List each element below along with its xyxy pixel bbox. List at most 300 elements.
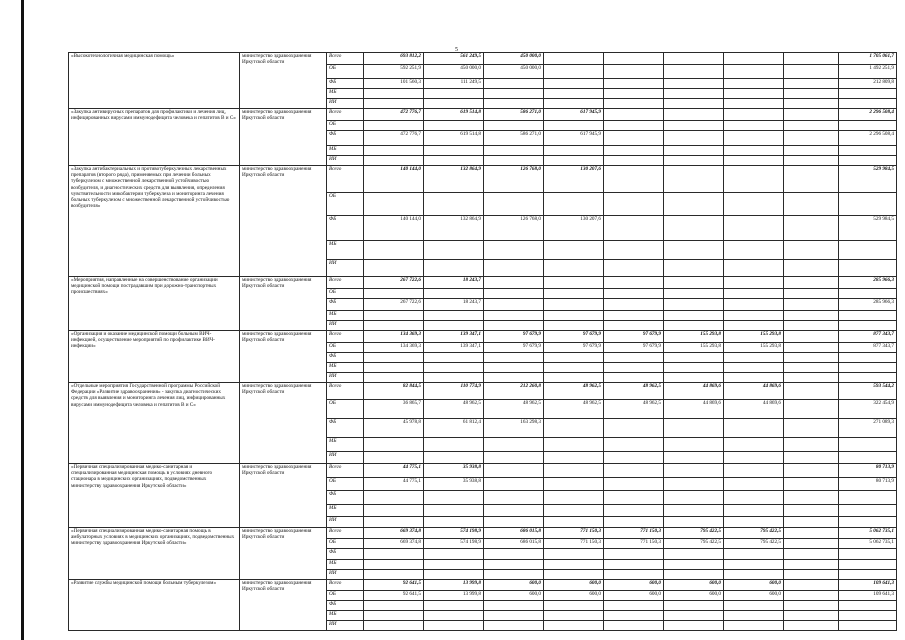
amount-cell	[664, 373, 724, 383]
total-cell	[839, 452, 897, 464]
amount-cell	[724, 109, 784, 121]
amount-cell: 132 864,9	[424, 216, 484, 241]
amount-cell	[784, 241, 839, 260]
amount-cell	[424, 560, 484, 570]
funding-source-cell: ОБ	[327, 343, 364, 353]
amount-cell	[484, 438, 544, 452]
funding-source-cell: Всего	[327, 464, 364, 478]
funding-source-cell: ОБ	[327, 591, 364, 601]
funding-source-cell: Всего	[327, 383, 364, 400]
amount-cell: 126 768,0	[484, 216, 544, 241]
amount-cell	[784, 580, 839, 591]
amount-cell	[424, 289, 484, 299]
funding-source-cell: МБ	[327, 505, 364, 517]
funding-source-cell: МБ	[327, 241, 364, 260]
amount-cell	[544, 621, 604, 631]
table-row	[69, 580, 897, 591]
amount-cell	[484, 353, 544, 363]
amount-cell	[484, 277, 544, 289]
amount-cell	[424, 99, 484, 109]
amount-cell	[664, 156, 724, 166]
funding-source-cell: МБ	[327, 438, 364, 452]
amount-cell	[364, 601, 424, 611]
amount-cell	[484, 193, 544, 216]
amount-cell	[544, 491, 604, 505]
funding-source-cell: Всего	[327, 331, 364, 343]
total-cell	[839, 491, 897, 505]
amount-cell	[784, 383, 839, 400]
amount-cell	[604, 156, 664, 166]
total-cell: 2 296 508,4	[839, 109, 897, 121]
amount-cell: 48 962,5	[424, 400, 484, 419]
amount-cell	[664, 109, 724, 121]
amount-cell	[604, 260, 664, 277]
amount-cell	[424, 438, 484, 452]
amount-cell	[784, 539, 839, 549]
amount-cell	[364, 621, 424, 631]
amount-cell: 592 251,9	[364, 65, 424, 79]
amount-cell	[784, 560, 839, 570]
total-cell: 2 296 508,4	[839, 131, 897, 146]
amount-cell	[484, 146, 544, 156]
amount-cell	[664, 166, 724, 193]
amount-cell	[784, 131, 839, 146]
total-cell	[839, 601, 897, 611]
funding-source-cell: ФБ	[327, 353, 364, 363]
amount-cell	[664, 478, 724, 491]
total-cell	[839, 156, 897, 166]
amount-cell: 600,0	[664, 580, 724, 591]
amount-cell	[784, 311, 839, 321]
amount-cell: 472 776,7	[364, 131, 424, 146]
amount-cell	[784, 400, 839, 419]
amount-cell	[484, 570, 544, 580]
amount-cell	[424, 321, 484, 331]
amount-cell	[544, 452, 604, 464]
amount-cell	[424, 241, 484, 260]
amount-cell: 13 999,8	[424, 580, 484, 591]
amount-cell	[664, 505, 724, 517]
amount-cell	[664, 570, 724, 580]
amount-cell: 561 249,5	[424, 53, 484, 65]
amount-cell	[544, 311, 604, 321]
table-row	[69, 166, 897, 193]
amount-cell	[784, 299, 839, 311]
amount-cell	[664, 99, 724, 109]
amount-cell	[544, 121, 604, 131]
amount-cell: 450 000,0	[484, 65, 544, 79]
amount-cell	[544, 560, 604, 570]
amount-cell	[484, 373, 544, 383]
total-cell	[839, 193, 897, 216]
program-name-cell: «Закупка антибактериальных и противотуберкулезных лекарственных препаратов (второго ряда), применяемых при лечении больных туберкулезом с множественной лекарственной устойчивостью возбудителя, и диагностических средств для выявления, определения чувствительности микобактерии туберкулеза и мониторинга лечения больных туберкулезом с множественной лекарственной устойчивостью возбудителя»	[69, 166, 240, 277]
funding-source-cell: ОБ	[327, 289, 364, 299]
amount-cell	[544, 299, 604, 311]
amount-cell	[784, 53, 839, 65]
total-cell	[839, 89, 897, 99]
funding-source-cell: Всего	[327, 53, 364, 65]
amount-cell	[664, 311, 724, 321]
amount-cell	[604, 373, 664, 383]
amount-cell	[604, 99, 664, 109]
amount-cell	[664, 299, 724, 311]
funding-source-cell: ОБ	[327, 193, 364, 216]
amount-cell	[604, 166, 664, 193]
amount-cell: 110 774,9	[424, 383, 484, 400]
total-cell	[839, 438, 897, 452]
amount-cell	[784, 452, 839, 464]
total-cell	[839, 146, 897, 156]
funding-source-cell: Всего	[327, 528, 364, 539]
amount-cell	[724, 464, 784, 478]
page-mark: 5	[455, 47, 458, 53]
amount-cell	[484, 452, 544, 464]
amount-cell	[544, 53, 604, 65]
amount-cell	[664, 321, 724, 331]
amount-cell	[784, 193, 839, 216]
amount-cell	[724, 419, 784, 438]
amount-cell	[484, 121, 544, 131]
amount-cell: 771 150,3	[544, 528, 604, 539]
amount-cell	[784, 260, 839, 277]
amount-cell	[544, 363, 604, 373]
amount-cell: 574 198,9	[424, 528, 484, 539]
amount-cell: 111 249,5	[424, 79, 484, 89]
amount-cell: 155 293,8	[664, 343, 724, 353]
total-cell	[839, 289, 897, 299]
budget-table	[68, 52, 897, 631]
amount-cell	[724, 65, 784, 79]
amount-cell	[724, 131, 784, 146]
amount-cell	[664, 131, 724, 146]
amount-cell: 44 869,6	[664, 383, 724, 400]
amount-cell: 212 260,8	[484, 383, 544, 400]
amount-cell	[484, 260, 544, 277]
amount-cell	[544, 570, 604, 580]
amount-cell	[484, 601, 544, 611]
funding-source-cell: МБ	[327, 560, 364, 570]
amount-cell: 450 000,0	[424, 65, 484, 79]
amount-cell: 586 271,0	[484, 131, 544, 146]
amount-cell: 619 514,8	[424, 109, 484, 121]
total-cell: 1 492 251,9	[839, 65, 897, 79]
funding-source-cell: Всего	[327, 580, 364, 591]
amount-cell: 35 938,8	[424, 464, 484, 478]
amount-cell	[724, 478, 784, 491]
amount-cell	[484, 621, 544, 631]
amount-cell: 795 422,5	[664, 539, 724, 549]
amount-cell	[364, 611, 424, 621]
amount-cell	[364, 491, 424, 505]
program-name-cell: «Развитие службы медицинской помощи больным туберкулезом»	[69, 580, 240, 631]
funding-source-cell: ИИ	[327, 260, 364, 277]
funding-source-cell: ОБ	[327, 478, 364, 491]
amount-cell: 36 865,7	[364, 400, 424, 419]
funding-source-cell: Всего	[327, 166, 364, 193]
amount-cell	[424, 601, 484, 611]
amount-cell: 795 422,5	[724, 528, 784, 539]
funding-source-cell: ОБ	[327, 121, 364, 131]
amount-cell	[604, 517, 664, 528]
amount-cell	[544, 99, 604, 109]
amount-cell	[604, 464, 664, 478]
total-cell	[839, 560, 897, 570]
amount-cell	[364, 560, 424, 570]
funding-source-cell: ОБ	[327, 400, 364, 419]
total-cell: 109 641,3	[839, 580, 897, 591]
amount-cell: 771 150,3	[604, 539, 664, 549]
amount-cell: 44 869,6	[724, 383, 784, 400]
amount-cell: 132 864,9	[424, 166, 484, 193]
ministry-cell: министерство здравоохранения Иркутской области	[240, 383, 327, 464]
amount-cell	[664, 193, 724, 216]
amount-cell	[784, 549, 839, 560]
amount-cell	[364, 373, 424, 383]
amount-cell	[664, 260, 724, 277]
amount-cell	[724, 611, 784, 621]
amount-cell	[604, 505, 664, 517]
amount-cell	[784, 277, 839, 289]
amount-cell: 48 962,5	[604, 400, 664, 419]
funding-source-cell: ОБ	[327, 539, 364, 549]
amount-cell	[364, 549, 424, 560]
amount-cell	[604, 79, 664, 89]
amount-cell	[604, 560, 664, 570]
table-row	[69, 53, 897, 65]
amount-cell	[484, 517, 544, 528]
amount-cell	[784, 89, 839, 99]
funding-source-cell: ИИ	[327, 156, 364, 166]
amount-cell	[724, 277, 784, 289]
funding-source-cell: МБ	[327, 611, 364, 621]
amount-cell: 101 560,3	[364, 79, 424, 89]
amount-cell: 97 679,9	[544, 331, 604, 343]
funding-source-cell: ИИ	[327, 321, 364, 331]
total-cell	[839, 373, 897, 383]
amount-cell	[424, 156, 484, 166]
amount-cell: 600,0	[484, 591, 544, 601]
amount-cell: 48 962,5	[604, 383, 664, 400]
amount-cell	[724, 241, 784, 260]
amount-cell: 126 768,0	[484, 166, 544, 193]
amount-cell	[544, 289, 604, 299]
amount-cell: 61 812,4	[424, 419, 484, 438]
total-cell	[839, 570, 897, 580]
amount-cell	[724, 549, 784, 560]
amount-cell	[784, 321, 839, 331]
amount-cell	[784, 505, 839, 517]
amount-cell	[544, 156, 604, 166]
amount-cell: 140 144,0	[364, 216, 424, 241]
total-cell: 285 966,3	[839, 277, 897, 289]
amount-cell	[484, 505, 544, 517]
amount-cell	[664, 621, 724, 631]
table-row	[69, 383, 897, 400]
amount-cell	[724, 517, 784, 528]
total-cell: 593 544,2	[839, 383, 897, 400]
amount-cell: 600,0	[484, 580, 544, 591]
amount-cell	[604, 216, 664, 241]
amount-cell: 155 293,8	[664, 331, 724, 343]
funding-source-cell: ФБ	[327, 601, 364, 611]
amount-cell	[664, 517, 724, 528]
total-cell: 877 343,7	[839, 343, 897, 353]
amount-cell	[364, 438, 424, 452]
amount-cell	[604, 146, 664, 156]
amount-cell	[604, 289, 664, 299]
amount-cell: 795 422,5	[724, 539, 784, 549]
amount-cell	[484, 289, 544, 299]
amount-cell: 600,0	[724, 580, 784, 591]
amount-cell	[724, 438, 784, 452]
amount-cell	[544, 611, 604, 621]
amount-cell	[484, 363, 544, 373]
amount-cell	[664, 363, 724, 373]
budget-table-body	[69, 53, 897, 631]
amount-cell	[424, 549, 484, 560]
program-name-cell: «Закупка антивирусных препаратов для профилактики и лечения лиц, инфицированных вирусами иммунодефицита человека и гепатитов В и С»	[69, 109, 240, 166]
amount-cell	[604, 363, 664, 373]
amount-cell: 134 369,3	[364, 343, 424, 353]
amount-cell	[784, 373, 839, 383]
amount-cell	[784, 146, 839, 156]
amount-cell	[724, 560, 784, 570]
funding-source-cell: Всего	[327, 277, 364, 289]
amount-cell	[784, 464, 839, 478]
amount-cell	[724, 601, 784, 611]
amount-cell	[604, 321, 664, 331]
total-cell	[839, 321, 897, 331]
amount-cell	[484, 478, 544, 491]
ministry-cell: министерство здравоохранения Иркутской области	[240, 331, 327, 383]
total-cell: 877 343,7	[839, 331, 897, 343]
amount-cell	[664, 452, 724, 464]
amount-cell	[604, 491, 664, 505]
amount-cell	[784, 611, 839, 621]
total-cell	[839, 121, 897, 131]
amount-cell	[424, 363, 484, 373]
amount-cell: 44 775,1	[364, 478, 424, 491]
amount-cell	[484, 89, 544, 99]
amount-cell	[484, 464, 544, 478]
amount-cell	[424, 260, 484, 277]
funding-source-cell: ИИ	[327, 621, 364, 631]
program-name-cell: «Первичная специализированная медико-санитарная помощь в амбулаторных условиях в медицинских организациях, подведомственных министерству здравоохранения Иркутской области»	[69, 528, 240, 580]
amount-cell	[784, 478, 839, 491]
amount-cell	[784, 109, 839, 121]
amount-cell	[484, 79, 544, 89]
amount-cell	[544, 79, 604, 89]
amount-cell	[604, 311, 664, 321]
amount-cell	[544, 353, 604, 363]
amount-cell	[544, 277, 604, 289]
program-name-cell: «Высокотехнологичная медицинская помощь»	[69, 53, 240, 109]
amount-cell	[784, 517, 839, 528]
amount-cell	[664, 438, 724, 452]
amount-cell	[604, 478, 664, 491]
total-cell	[839, 311, 897, 321]
total-cell	[839, 611, 897, 621]
amount-cell: 693 812,2	[364, 53, 424, 65]
amount-cell	[364, 452, 424, 464]
amount-cell	[784, 353, 839, 363]
amount-cell	[484, 156, 544, 166]
amount-cell	[424, 121, 484, 131]
amount-cell	[604, 121, 664, 131]
total-cell: 1 705 061,7	[839, 53, 897, 65]
amount-cell	[604, 277, 664, 289]
ministry-cell: министерство здравоохранения Иркутской области	[240, 166, 327, 277]
amount-cell	[364, 89, 424, 99]
amount-cell: 669 374,8	[364, 528, 424, 539]
amount-cell	[784, 419, 839, 438]
amount-cell	[604, 53, 664, 65]
amount-cell	[724, 491, 784, 505]
ministry-cell: министерство здравоохранения Иркутской области	[240, 109, 327, 166]
total-cell: 109 641,3	[839, 591, 897, 601]
amount-cell	[604, 438, 664, 452]
funding-source-cell: МБ	[327, 89, 364, 99]
amount-cell	[544, 146, 604, 156]
amount-cell	[664, 146, 724, 156]
amount-cell	[664, 65, 724, 79]
ministry-cell: министерство здравоохранения Иркутской области	[240, 464, 327, 528]
amount-cell	[364, 505, 424, 517]
amount-cell: 130 207,6	[544, 216, 604, 241]
amount-cell	[724, 156, 784, 166]
amount-cell	[544, 517, 604, 528]
amount-cell	[544, 505, 604, 517]
amount-cell	[784, 331, 839, 343]
funding-source-cell: ФБ	[327, 216, 364, 241]
amount-cell	[664, 53, 724, 65]
amount-cell	[364, 193, 424, 216]
total-cell	[839, 517, 897, 528]
total-cell: 322 454,9	[839, 400, 897, 419]
amount-cell	[664, 353, 724, 363]
amount-cell	[544, 549, 604, 560]
amount-cell	[604, 601, 664, 611]
amount-cell	[364, 363, 424, 373]
amount-cell: 92 641,5	[364, 591, 424, 601]
amount-cell: 472 776,7	[364, 109, 424, 121]
amount-cell: 586 271,0	[484, 109, 544, 121]
amount-cell: 97 679,9	[484, 343, 544, 353]
amount-cell	[364, 321, 424, 331]
total-cell: 212 809,8	[839, 79, 897, 89]
amount-cell	[784, 156, 839, 166]
amount-cell	[484, 549, 544, 560]
amount-cell	[724, 166, 784, 193]
amount-cell	[604, 611, 664, 621]
amount-cell	[724, 121, 784, 131]
amount-cell: 45 978,8	[364, 419, 424, 438]
amount-cell	[724, 373, 784, 383]
amount-cell: 48 962,5	[484, 400, 544, 419]
amount-cell	[664, 464, 724, 478]
funding-source-cell: ОБ	[327, 65, 364, 79]
amount-cell	[544, 438, 604, 452]
amount-cell	[724, 299, 784, 311]
table-row	[69, 109, 897, 121]
amount-cell	[424, 373, 484, 383]
amount-cell	[364, 517, 424, 528]
amount-cell	[784, 601, 839, 611]
amount-cell: 267 722,6	[364, 299, 424, 311]
amount-cell	[724, 621, 784, 631]
amount-cell	[604, 353, 664, 363]
amount-cell	[604, 452, 664, 464]
